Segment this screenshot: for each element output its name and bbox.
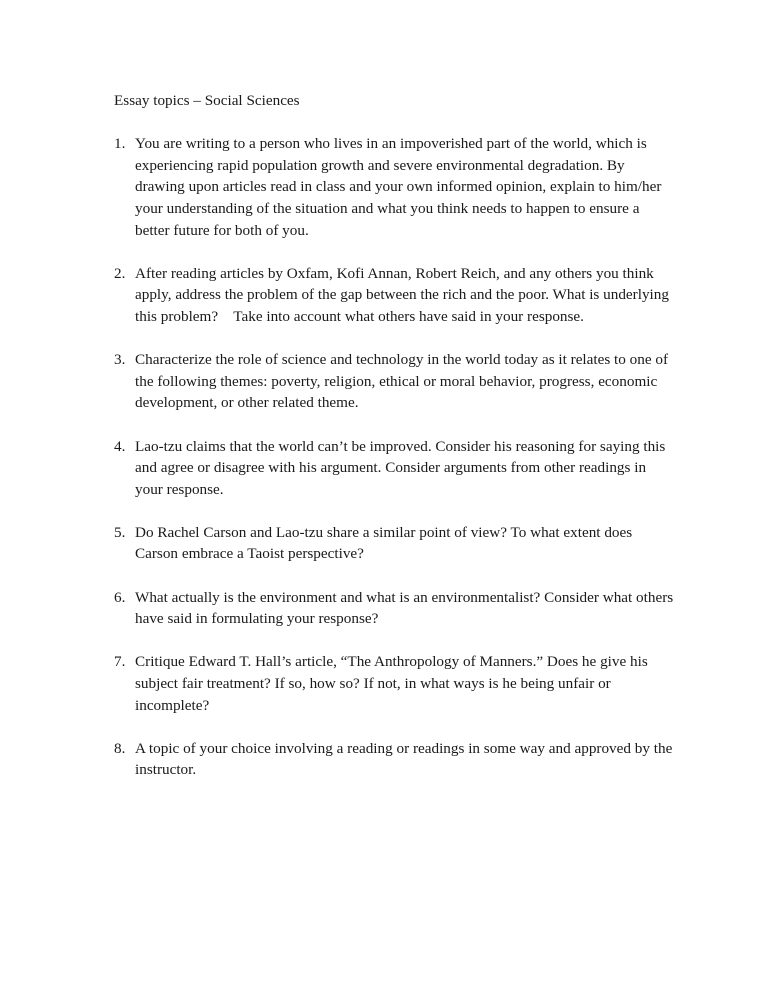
topic-item-4	[114, 436, 674, 501]
topic-text: A topic of your choice involving a reading or readings in some way and approved by the instructor.	[135, 739, 673, 779]
topic-text: Characterize the role of science and technology in the world today as it relates to one of the following themes: poverty, religion, ethical or moral behavior, progress, economic development, or other related theme.	[135, 351, 669, 412]
topic-item-3	[114, 349, 674, 414]
topic-number: 4.	[114, 437, 126, 455]
topic-item-7	[114, 651, 674, 716]
essay-topic-list	[114, 133, 674, 781]
topic-number: 8.	[114, 739, 126, 757]
topic-number: 7.	[114, 653, 126, 671]
document-title: Essay topics – Social Sciences	[114, 92, 300, 109]
topic-item-6	[114, 587, 674, 630]
topic-text: Lao-tzu claims that the world can’t be improved. Consider his reasoning for saying this and agree or disagree with his argument. Consider arguments from other readings in your response.	[135, 437, 666, 498]
topic-text: What actually is the environment and what is an environmentalist? Consider what others have said in formulating your response?	[135, 588, 674, 628]
topic-number: 3.	[114, 351, 126, 369]
topic-number: 5.	[114, 523, 126, 541]
topic-text: You are writing to a person who lives in an impoverished part of the world, which is experiencing rapid population growth and severe environmental degradation. By drawing upon articles read in class and your own informed opinion, explain to him/her your understanding of the situation and what you think needs to happen to ensure a better future for both of you.	[135, 135, 662, 239]
topic-number: 6.	[114, 588, 126, 606]
topic-item-5	[114, 522, 674, 565]
topic-text: Do Rachel Carson and Lao-tzu share a similar point of view? To what extent does Carson embrace a Taoist perspective?	[135, 523, 633, 563]
topic-text: After reading articles by Oxfam, Kofi Annan, Robert Reich, and any others you think apply, address the problem of the gap between the rich and the poor. What is underlying this problem? Take into account what others have said in your response.	[135, 264, 669, 325]
topic-number: 2.	[114, 264, 126, 282]
topic-item-1	[114, 133, 674, 241]
topic-text: Critique Edward T. Hall’s article, “The Anthropology of Manners.” Does he give his subject fair treatment? If so, how so? If not, in what ways is he being unfair or incomplete?	[135, 653, 648, 714]
topic-item-8	[114, 738, 674, 781]
topic-item-2	[114, 263, 674, 328]
document-page	[114, 90, 674, 803]
topic-number: 1.	[114, 135, 126, 153]
